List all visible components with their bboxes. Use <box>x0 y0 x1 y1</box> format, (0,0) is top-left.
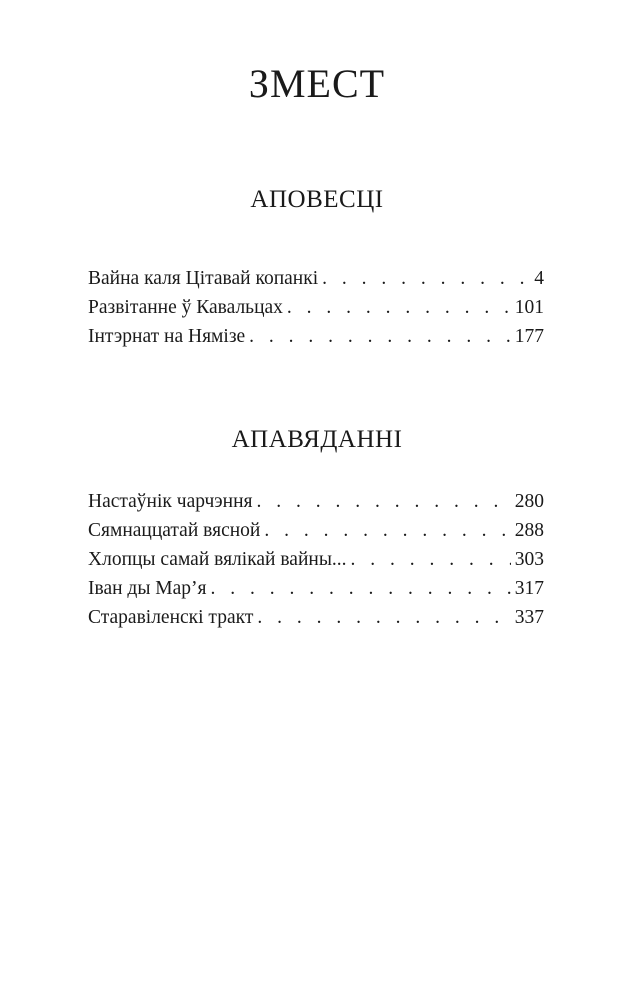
toc-entry-title: Сямнаццатай вясной <box>88 520 261 541</box>
toc-entry-title: Хлопцы самай вялікай вайны... <box>88 549 347 570</box>
toc-entry[interactable] <box>88 293 544 322</box>
section-title-apovesci: АПОВЕСЦІ <box>250 186 384 213</box>
toc-entry-title: Інтэрнат на Нямізе <box>88 326 246 347</box>
toc-entry[interactable] <box>88 545 544 574</box>
dot-leader <box>257 603 510 632</box>
toc-entry-page: 317 <box>514 578 544 599</box>
toc-list-apavyadanni <box>88 487 544 632</box>
toc-entry-title: Іван ды Мар’я <box>88 578 207 599</box>
dot-leader <box>351 545 511 574</box>
toc-entry-page: 101 <box>514 297 544 318</box>
section-title-apavyadanni: АПАВЯДАННІ <box>231 426 403 453</box>
page-title: ЗМЕСТ <box>248 61 386 106</box>
toc-entry-title: Развітанне ў Кавальцах <box>88 297 283 318</box>
dot-leader <box>211 574 511 603</box>
toc-entry-page: 303 <box>514 549 544 570</box>
toc-entry-page: 4 <box>534 268 544 289</box>
toc-entry-page: 288 <box>514 520 544 541</box>
toc-entry[interactable] <box>88 603 544 632</box>
toc-entry-page: 280 <box>514 491 544 512</box>
toc-entry-title: Старавіленскі тракт <box>88 607 254 628</box>
dot-leader <box>322 264 530 293</box>
toc-list-apovesci <box>88 264 544 351</box>
toc-entry[interactable] <box>88 516 544 545</box>
toc-entry-title: Вайна каля Цітавай копанкі <box>88 268 319 289</box>
toc-entry-title: Настаўнік чарчэння <box>88 491 253 512</box>
dot-leader <box>264 516 510 545</box>
toc-entry[interactable] <box>88 574 544 603</box>
dot-leader <box>257 487 511 516</box>
toc-entry-page: 337 <box>514 607 544 628</box>
toc-entry[interactable] <box>88 487 544 516</box>
toc-entry[interactable] <box>88 322 544 351</box>
toc-entry-page: 177 <box>514 326 544 347</box>
dot-leader <box>249 322 511 351</box>
toc-entry[interactable] <box>88 264 544 293</box>
dot-leader <box>287 293 511 322</box>
